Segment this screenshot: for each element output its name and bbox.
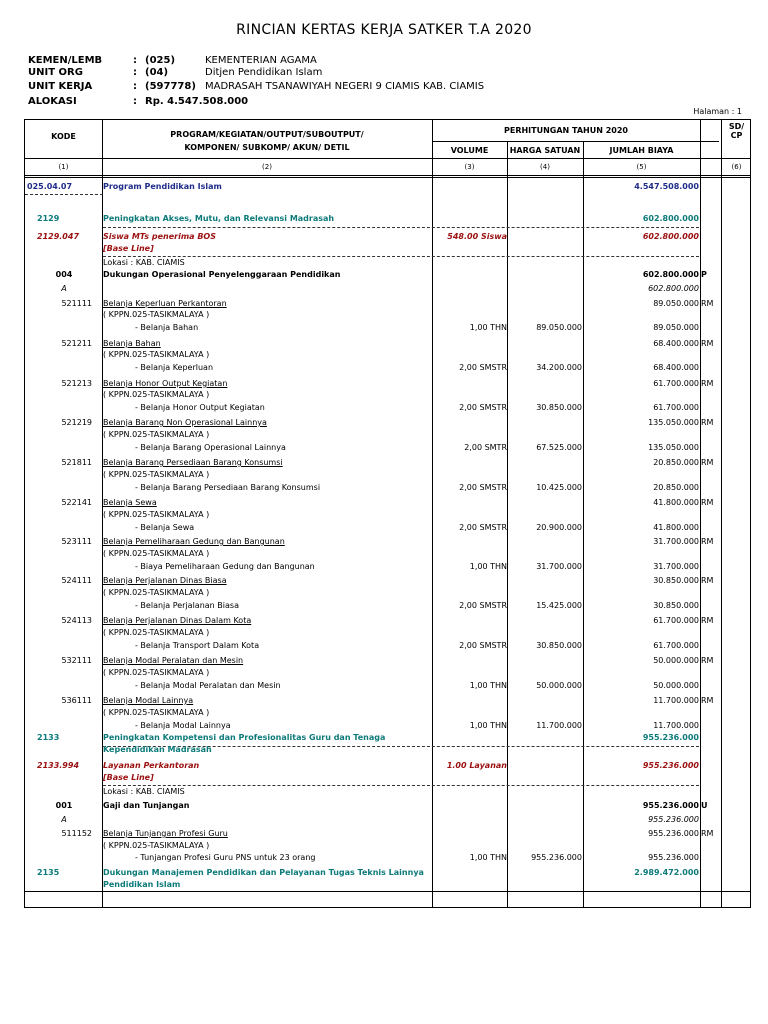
row-jumlah: 955.236.000: [648, 853, 699, 862]
row-desc: - Biaya Pemeliharaan Gedung dan Bangunan: [135, 562, 315, 571]
table-row: [25, 616, 752, 628]
header-colon: :: [133, 81, 137, 92]
row-jumlah: 11.700.000: [653, 696, 699, 705]
row-harga: 20.900.000: [536, 523, 582, 532]
row-code: 025.04.07: [27, 182, 73, 191]
table-row: [25, 880, 752, 892]
row-jumlah: 31.700.000: [653, 562, 699, 571]
row-desc: ( KPPN.025-TASIKMALAYA ): [103, 430, 210, 439]
row-jumlah: 50.000.000: [653, 656, 699, 665]
table-row: [25, 628, 752, 640]
table-row: [25, 787, 752, 799]
row-sd: RM: [701, 576, 714, 585]
row-harga: 50.000.000: [536, 681, 582, 690]
row-jumlah: 602.800.000: [642, 214, 699, 223]
row-volume: 548.00 Siswa: [447, 232, 507, 241]
table-row: [25, 601, 752, 613]
row-jumlah: 955.236.000: [648, 815, 699, 824]
row-desc: ( KPPN.025-TASIKMALAYA ): [103, 510, 210, 519]
row-jumlah: 61.700.000: [653, 641, 699, 650]
row-desc: Belanja Pemeliharaan Gedung dan Bangunan: [103, 537, 285, 546]
row-code: 001: [55, 801, 73, 810]
table-row: [25, 483, 752, 495]
row-desc: ( KPPN.025-TASIKMALAYA ): [103, 841, 210, 850]
table-row: [25, 350, 752, 362]
row-jumlah: 11.700.000: [653, 721, 699, 730]
col-num-2: (2): [262, 163, 272, 171]
row-desc: ( KPPN.025-TASIKMALAYA ): [103, 470, 210, 479]
row-volume: 2,00 SMTR: [464, 443, 507, 452]
row-desc: - Belanja Barang Operasional Lainnya: [135, 443, 286, 452]
row-sd: RM: [701, 696, 714, 705]
row-jumlah: 20.850.000: [653, 483, 699, 492]
row-jumlah: 602.800.000: [648, 284, 699, 293]
row-desc: [Base Line]: [103, 773, 154, 782]
row-sd: RM: [701, 379, 714, 388]
header-name: KEMENTERIAN AGAMA: [205, 55, 317, 66]
table-row: [25, 323, 752, 335]
row-code: 532111: [61, 656, 92, 665]
header-label: KEMEN/LEMB: [28, 55, 103, 66]
table-row: [25, 588, 752, 600]
row-desc: ( KPPN.025-TASIKMALAYA ): [103, 310, 210, 319]
row-code: 521213: [61, 379, 92, 388]
header-row: [28, 81, 628, 94]
row-desc: - Belanja Modal Lainnya: [135, 721, 231, 730]
row-jumlah: 2.989.472.000: [634, 868, 699, 877]
row-code: 523111: [61, 537, 92, 546]
row-code: 511152: [61, 829, 92, 838]
row-desc: Belanja Sewa: [103, 498, 157, 507]
table-row: [25, 696, 752, 708]
head-divider: [25, 175, 750, 176]
table-row: [25, 390, 752, 402]
table-row: [25, 470, 752, 482]
row-harga: 30.850.000: [536, 403, 582, 412]
row-code: 524111: [61, 576, 92, 585]
table-row: [25, 745, 752, 757]
table-row: [25, 721, 752, 733]
row-desc: - Belanja Modal Peralatan dan Mesin: [135, 681, 281, 690]
row-desc: - Belanja Keperluan: [135, 363, 214, 372]
row-volume: 2,00 SMSTR: [459, 483, 507, 492]
row-desc: Belanja Barang Non Operasional Lainnya: [103, 418, 267, 427]
col-num-1: (1): [58, 163, 69, 171]
table-row: [25, 549, 752, 561]
table-row: [25, 868, 752, 880]
row-jumlah: 30.850.000: [653, 576, 699, 585]
row-volume: 2,00 SMSTR: [459, 363, 507, 372]
row-code: A: [61, 815, 67, 824]
header-colon: :: [133, 55, 137, 66]
row-jumlah: 135.050.000: [648, 418, 699, 427]
row-volume: 1,00 THN: [469, 562, 507, 571]
row-harga: 30.850.000: [536, 641, 582, 650]
row-harga: 15.425.000: [536, 601, 582, 610]
row-jumlah: 20.850.000: [653, 458, 699, 467]
table-row: [25, 403, 752, 415]
row-sd: RM: [701, 458, 714, 467]
page-number: Halaman : 1: [693, 107, 742, 116]
row-desc: Dukungan Manajemen Pendidikan dan Pelayanan Tugas Teknis Lainnya: [103, 868, 424, 877]
row-desc: - Belanja Perjalanan Biasa: [135, 601, 239, 610]
row-volume: 1,00 THN: [469, 721, 507, 730]
row-desc: Kependidikan Madrasah: [103, 745, 212, 754]
row-sd: RM: [701, 537, 714, 546]
row-desc: - Belanja Bahan: [135, 323, 199, 332]
row-sd: RM: [701, 829, 714, 838]
table-row: [25, 576, 752, 588]
table-row: [25, 761, 752, 773]
row-desc: - Belanja Honor Output Kegiatan: [135, 403, 265, 412]
header-row: [28, 67, 628, 80]
row-desc: - Belanja Barang Persediaan Barang Konsumsi: [135, 483, 321, 492]
table-row: [25, 258, 752, 270]
row-volume: 2,00 SMSTR: [459, 403, 507, 412]
row-desc: ( KPPN.025-TASIKMALAYA ): [103, 708, 210, 717]
head-divider: [25, 177, 750, 178]
table-row: [25, 656, 752, 668]
row-code: 2135: [37, 868, 60, 877]
row-harga: 10.425.000: [536, 483, 582, 492]
header-value: (025): [145, 55, 176, 66]
row-code: 524113: [61, 616, 92, 625]
row-jumlah: 68.400.000: [653, 339, 699, 348]
row-jumlah: 68.400.000: [653, 363, 699, 372]
table-row: [25, 681, 752, 693]
row-desc: Pendidikan Islam: [103, 880, 181, 889]
table-row: [25, 668, 752, 680]
row-desc: Belanja Perjalanan Dinas Biasa: [103, 576, 227, 585]
table-row: [25, 310, 752, 322]
header-label: UNIT ORG: [28, 67, 83, 78]
row-jumlah: 61.700.000: [653, 379, 699, 388]
row-code: 521111: [61, 299, 92, 308]
header-value: Rp. 4.547.508.000: [145, 96, 249, 107]
table-row: [25, 510, 752, 522]
table-row: [25, 562, 752, 574]
row-jumlah: 955.236.000: [642, 801, 699, 810]
row-desc: Belanja Honor Output Kegiatan: [103, 379, 228, 388]
row-code: 521811: [61, 458, 92, 467]
row-desc: Peningkatan Akses, Mutu, dan Relevansi Madrasah: [103, 214, 335, 223]
row-harga: 34.200.000: [536, 363, 582, 372]
table-row: [25, 537, 752, 549]
head-kode: KODE: [51, 132, 76, 141]
head-divider: [25, 158, 750, 159]
col-num-3: (3): [464, 163, 475, 171]
table-row: [25, 708, 752, 720]
row-separator: [103, 256, 699, 257]
head-cp: CP: [730, 131, 743, 140]
row-jumlah: 89.050.000: [653, 299, 699, 308]
row-jumlah: 602.800.000: [642, 270, 699, 279]
row-sd: RM: [701, 418, 714, 427]
row-sd: P: [701, 270, 707, 279]
table-row: [25, 284, 752, 296]
row-code: A: [61, 284, 67, 293]
table-row: [25, 773, 752, 785]
table-row: [25, 641, 752, 653]
row-desc: ( KPPN.025-TASIKMALAYA ): [103, 668, 210, 677]
row-sd: RM: [701, 656, 714, 665]
table-row: [25, 829, 752, 841]
row-jumlah: 4.547.508.000: [634, 182, 699, 191]
row-desc: - Tunjangan Profesi Guru PNS untuk 23 orang: [135, 853, 316, 862]
row-code: 521219: [61, 418, 92, 427]
table-row: [25, 270, 752, 282]
col-num-5: (5): [636, 163, 647, 171]
row-jumlah: 602.800.000: [642, 232, 699, 241]
row-sd: RM: [701, 339, 714, 348]
row-desc: Belanja Modal Peralatan dan Mesin: [103, 656, 244, 665]
header-row: [28, 96, 628, 109]
row-code: 2133.994: [37, 761, 80, 770]
row-volume: 1.00 Layanan: [446, 761, 507, 770]
row-desc: Peningkatan Kompetensi dan Profesionalitas Guru dan Tenaga: [103, 733, 386, 742]
row-desc: Lokasi : KAB. CIAMIS: [103, 787, 185, 796]
header-colon: :: [133, 96, 137, 107]
row-jumlah: 955.236.000: [642, 761, 699, 770]
row-desc: Gaji dan Tunjangan: [103, 801, 190, 810]
row-desc: ( KPPN.025-TASIKMALAYA ): [103, 390, 210, 399]
row-harga: 11.700.000: [536, 721, 582, 730]
header-value: (597778): [145, 81, 196, 92]
table-row: [25, 733, 752, 745]
row-desc: ( KPPN.025-TASIKMALAYA ): [103, 628, 210, 637]
row-separator: [25, 194, 103, 195]
row-jumlah: 30.850.000: [653, 601, 699, 610]
row-desc: Siswa MTs penerima BOS: [103, 232, 216, 241]
head-jumlah: JUMLAH BIAYA: [609, 146, 674, 155]
header-label: UNIT KERJA: [28, 81, 93, 92]
row-harga: 31.700.000: [536, 562, 582, 571]
table-row: [25, 853, 752, 865]
row-code: 522141: [61, 498, 92, 507]
row-separator: [103, 227, 699, 228]
row-sd: U: [701, 801, 708, 810]
row-separator: [103, 785, 699, 786]
row-volume: 1,00 THN: [469, 853, 507, 862]
table-row: [25, 498, 752, 510]
col-num-6: (6): [731, 163, 742, 171]
row-code: 2129: [37, 214, 60, 223]
row-desc: Program Pendidikan Islam: [103, 182, 222, 191]
table-row: [25, 815, 752, 827]
row-jumlah: 41.800.000: [653, 498, 699, 507]
table-row: [25, 244, 752, 256]
row-sd: RM: [701, 616, 714, 625]
table-row: [25, 430, 752, 442]
row-sd: RM: [701, 299, 714, 308]
head-sd: SD/: [728, 122, 745, 131]
kertas-kerja-table: [24, 119, 751, 908]
row-desc: - Belanja Transport Dalam Kota: [135, 641, 260, 650]
table-row: [25, 443, 752, 455]
row-desc: ( KPPN.025-TASIKMALAYA ): [103, 350, 210, 359]
row-volume: 1,00 THN: [469, 323, 507, 332]
table-row: [25, 363, 752, 375]
row-volume: 2,00 SMSTR: [459, 641, 507, 650]
header-name: MADRASAH TSANAWIYAH NEGERI 9 CIAMIS KAB. CIAMIS: [205, 81, 485, 92]
table-row: [25, 214, 752, 226]
row-sd: RM: [701, 498, 714, 507]
row-desc: Belanja Keperluan Perkantoran: [103, 299, 227, 308]
table-row: [25, 841, 752, 853]
row-desc: Belanja Barang Persediaan Barang Konsumsi: [103, 458, 283, 467]
row-desc: Dukungan Operasional Penyelenggaraan Pendidikan: [103, 270, 341, 279]
row-jumlah: 50.000.000: [653, 681, 699, 690]
row-desc: Lokasi : KAB. CIAMIS: [103, 258, 185, 267]
head-program-2: KOMPONEN/ SUBKOMP/ AKUN/ DETIL: [184, 143, 350, 152]
row-code: 2129.047: [37, 232, 80, 241]
row-jumlah: 955.236.000: [642, 733, 699, 742]
row-jumlah: 31.700.000: [653, 537, 699, 546]
row-jumlah: 61.700.000: [653, 616, 699, 625]
row-desc: Belanja Tunjangan Profesi Guru: [103, 829, 228, 838]
row-volume: 2,00 SMSTR: [459, 523, 507, 532]
head-harga: HARGA SATUAN: [509, 146, 581, 155]
head-program-1: PROGRAM/KEGIATAN/OUTPUT/SUBOUTPUT/: [170, 130, 364, 139]
row-jumlah: 135.050.000: [648, 443, 699, 452]
table-row: [25, 523, 752, 535]
row-desc: - Belanja Sewa: [135, 523, 195, 532]
row-code: 536111: [61, 696, 92, 705]
head-volume: VOLUME: [450, 146, 489, 155]
table-row: [25, 418, 752, 430]
header-colon: :: [133, 67, 137, 78]
header-name: Ditjen Pendidikan Islam: [205, 67, 323, 78]
row-volume: 2,00 SMSTR: [459, 601, 507, 610]
col-num-4: (4): [540, 163, 550, 171]
head-perhitungan: PERHITUNGAN TAHUN 2020: [503, 126, 628, 135]
row-code: 521211: [61, 339, 92, 348]
row-jumlah: 61.700.000: [653, 403, 699, 412]
row-desc: Belanja Perjalanan Dinas Dalam Kota: [103, 616, 252, 625]
table-row: [25, 182, 752, 194]
row-desc: [Base Line]: [103, 244, 154, 253]
row-harga: 89.050.000: [536, 323, 582, 332]
header-label: ALOKASI: [28, 96, 77, 107]
row-jumlah: 955.236.000: [648, 829, 699, 838]
row-jumlah: 41.800.000: [653, 523, 699, 532]
table-row: [25, 458, 752, 470]
head-divider: [432, 141, 719, 142]
table-row: [25, 232, 752, 244]
row-jumlah: 89.050.000: [653, 323, 699, 332]
row-volume: 1,00 THN: [469, 681, 507, 690]
row-code: 004: [55, 270, 73, 279]
page-title: RINCIAN KERTAS KERJA SATKER T.A 2020: [236, 22, 532, 38]
row-desc: ( KPPN.025-TASIKMALAYA ): [103, 588, 210, 597]
row-desc: ( KPPN.025-TASIKMALAYA ): [103, 549, 210, 558]
row-desc: Layanan Perkantoran: [103, 761, 200, 770]
row-desc: Belanja Modal Lainnya: [103, 696, 194, 705]
table-row: [25, 801, 752, 813]
row-desc: Belanja Bahan: [103, 339, 161, 348]
row-harga: 67.525.000: [536, 443, 582, 452]
row-harga: 955.236.000: [531, 853, 582, 862]
row-code: 2133: [37, 733, 60, 742]
header-value: (04): [145, 67, 169, 78]
